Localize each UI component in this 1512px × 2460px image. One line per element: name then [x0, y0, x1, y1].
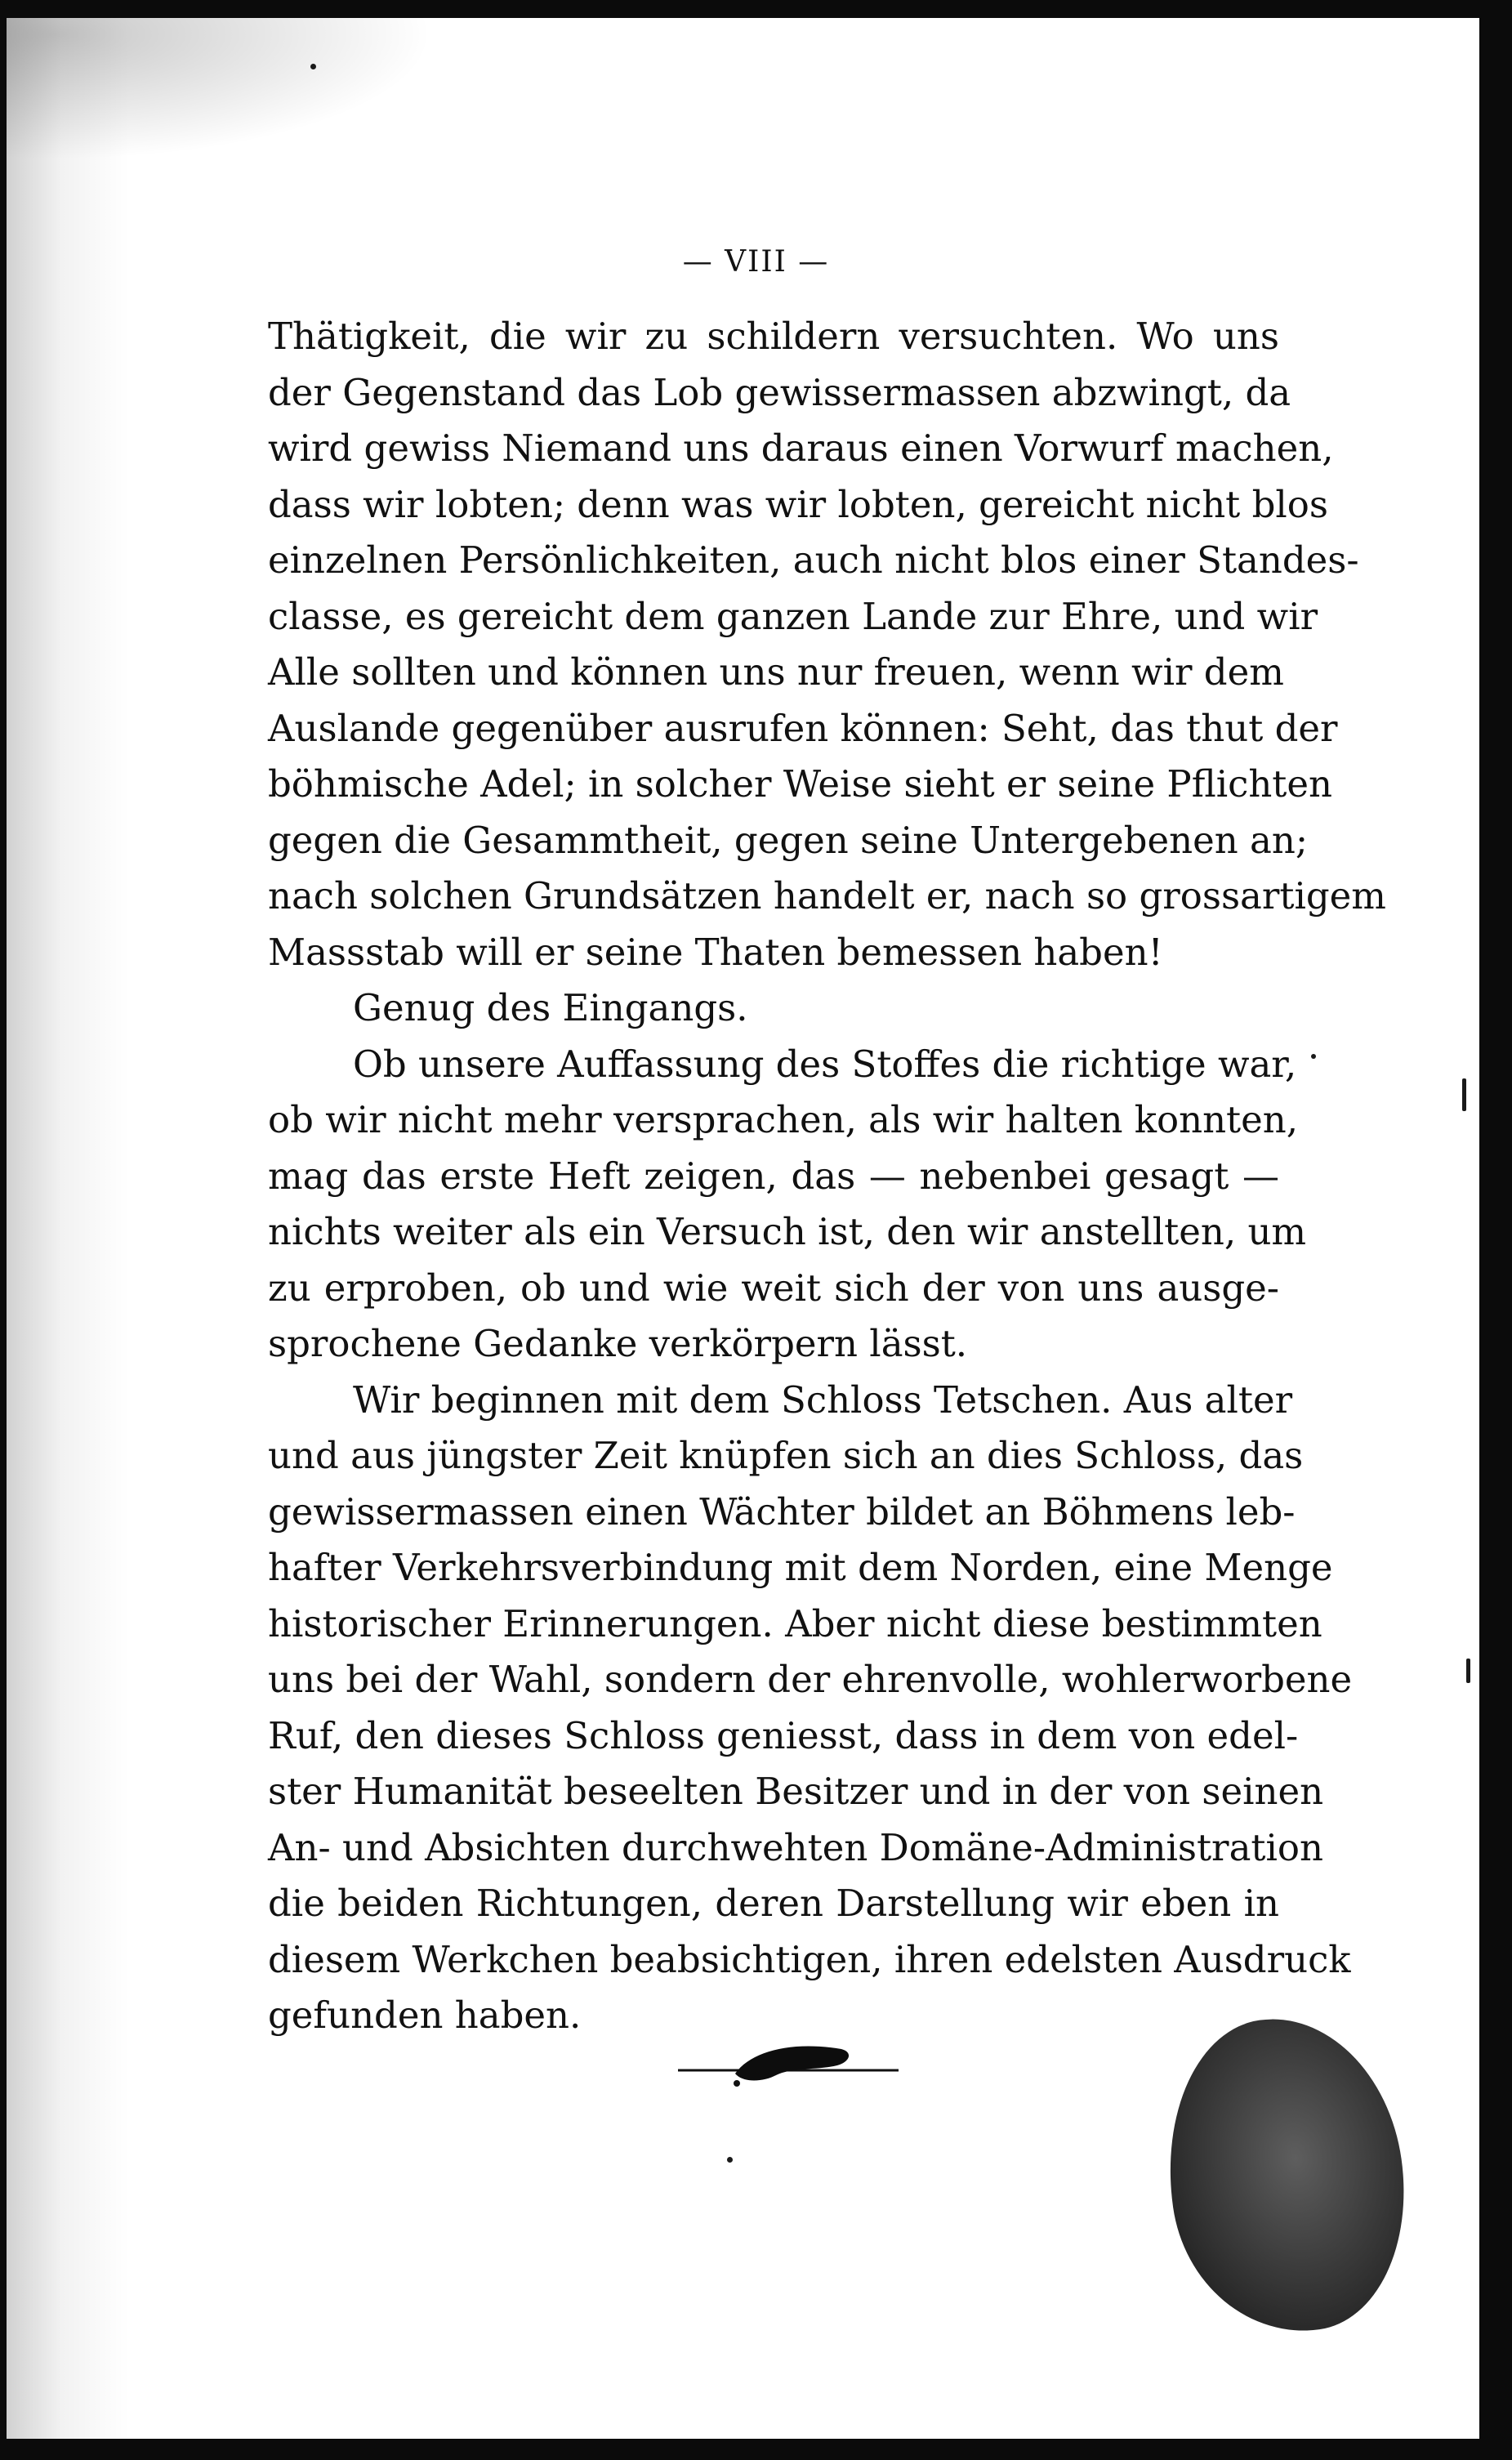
text-line: gefunden haben.	[268, 1993, 582, 2037]
speck	[1466, 1659, 1470, 1683]
body-text	[268, 309, 1386, 2044]
speck	[310, 64, 316, 69]
text-line: historischer Erinnerungen. Aber nicht diese bestimmten	[268, 1601, 1322, 1645]
speck	[727, 2157, 733, 2163]
text-line: dass wir lobten; denn was wir lobten, gereicht nicht blos	[268, 482, 1328, 526]
text-line: Massstab will er seine Thaten bemessen haben!	[268, 930, 1163, 974]
text-line: böhmische Adel; in solcher Weise sieht er seine Pflichten	[268, 762, 1333, 806]
text-line: nichts weiter als ein Versuch ist, den wir anstellten, um	[268, 1210, 1307, 1253]
text-line: gegen die Gesammtheit, gegen seine Untergebenen an;	[268, 818, 1308, 862]
speck	[1311, 1054, 1316, 1059]
text-line: sprochene Gedanke verkörpern lässt.	[268, 1322, 968, 1365]
text-line: die beiden Richtungen, deren Darstellung wir eben in	[268, 1882, 1279, 1925]
text-line: wird gewiss Niemand uns daraus einen Vorwurf machen,	[268, 426, 1334, 470]
text-line: zu erproben, ob und wie weit sich der von uns ausge-	[268, 1266, 1279, 1310]
ink-stain	[1149, 2003, 1424, 2347]
text-line: nach solchen Grundsätzen handelt er, nach so grossartigem	[268, 874, 1386, 917]
text-line: Wir beginnen mit dem Schloss Tetschen. Aus alter	[353, 1377, 1293, 1422]
scan-top-shadow	[7, 18, 497, 181]
text-line: ob wir nicht mehr versprachen, als wir halten konnten,	[268, 1098, 1299, 1141]
text-line: Ruf, den dieses Schloss geniesst, dass in dem von edel-	[268, 1713, 1299, 1757]
scan-left-shadow	[7, 18, 129, 2439]
text-line: Thätigkeit, die wir zu schildern versuchten. Wo uns	[268, 315, 1279, 358]
text-line: Alle sollten und können uns nur freuen, wenn wir dem	[268, 650, 1284, 694]
text-line: ster Humanität beseelten Besitzer und in der von seinen	[268, 1770, 1324, 1813]
text-line: classe, es gereicht dem ganzen Lande zur Ehre, und wir	[268, 594, 1318, 638]
page-number-header: — VIII —	[682, 245, 830, 279]
text-line: der Gegenstand das Lob gewissermassen abzwingt, da	[268, 370, 1291, 414]
text-line: einzelnen Persönlichkeiten, auch nicht blos einer Standes-	[268, 538, 1359, 582]
text-line: hafter Verkehrsverbindung mit dem Norden, eine Menge	[268, 1546, 1333, 1589]
text-line: gewissermassen einen Wächter bildet an Böhmens leb-	[268, 1489, 1296, 1534]
text-line: An- und Absichten durchwehten Domäne-Administration	[268, 1825, 1323, 1869]
text-line: Auslande gegenüber ausrufen können: Seht, das thut der	[268, 706, 1338, 750]
text-line: mag das erste Heft zeigen, das — nebenbei gesagt —	[268, 1154, 1279, 1198]
text-line: uns bei der Wahl, sondern der ehrenvolle, wohlerworbene	[268, 1658, 1353, 1701]
text-line: Ob unsere Auffassung des Stoffes die richtige war,	[353, 1042, 1297, 1086]
speck	[1462, 1078, 1466, 1111]
tailpiece-ornament	[678, 2034, 899, 2092]
text-line: Genug des Eingangs.	[353, 986, 748, 1029]
text-line: diesem Werkchen beabsichtigen, ihren edelsten Ausdruck	[268, 1937, 1351, 1981]
text-line: und aus jüngster Zeit knüpfen sich an dies Schloss, das	[268, 1434, 1304, 1477]
